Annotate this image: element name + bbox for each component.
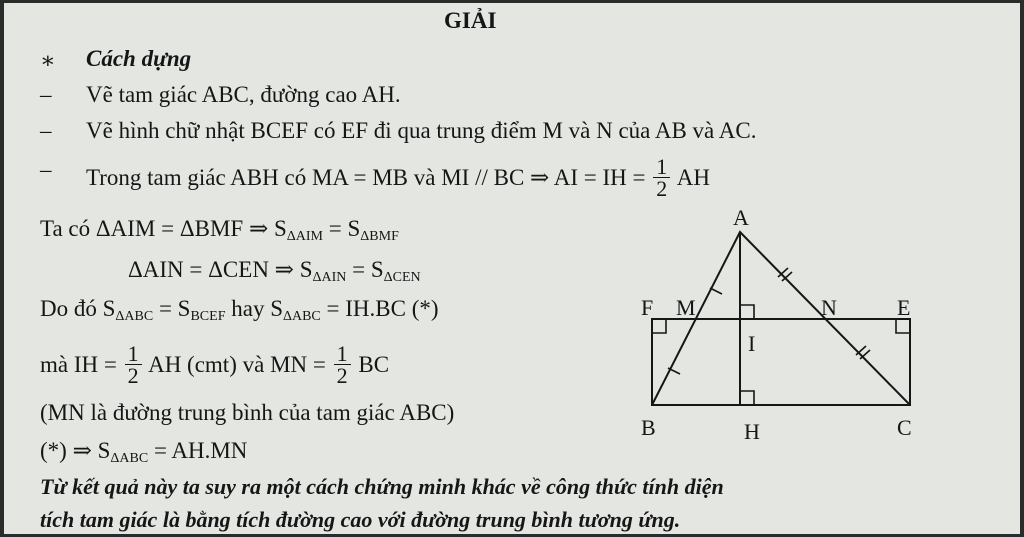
label-h: H: [744, 419, 760, 444]
right-angle-h: [740, 391, 754, 405]
proof-line-2: ΔAIN = ΔCEN ⇒ SΔAIN = SΔCEN: [128, 257, 421, 285]
label-f: F: [641, 295, 654, 320]
step-3-text: Trong tam giác ABH có MA = MB và MI // BC ⇒ AI = IH =: [86, 164, 646, 190]
right-angle-e: [896, 319, 910, 333]
page: [4, 3, 1020, 534]
label-m: M: [676, 295, 696, 320]
geometry-figure: [4, 3, 1020, 534]
solution-title: GIẢI: [444, 8, 497, 33]
step-3-suffix: AH: [676, 164, 710, 190]
proof-line-3: Do đó SΔABC = SBCEF hay SΔABC = IH.BC (*): [40, 296, 439, 324]
label-n: N: [821, 295, 837, 320]
dash-3: –: [40, 157, 52, 182]
fraction-one-half: $\frac{1}{2}$: [125, 343, 142, 386]
dash-1: –: [40, 82, 52, 107]
conclusion-line-1: Từ kết quả này ta suy ra một cách chứng minh khác về công thức tính diện: [40, 474, 724, 499]
rectangle-bcef: [652, 319, 910, 405]
fraction-one-half: $\frac{1}{2}$: [653, 156, 670, 199]
conclusion-line-2: tích tam giác là bằng tích đường cao với đường trung bình tương ứng.: [40, 507, 681, 532]
proof-line-4: mà IH = $\frac{1}{2}$ AH (cmt) và MN = $\frac{1}{2}$ BC: [40, 341, 390, 388]
construction-step-2: Vẽ hình chữ nhật BCEF có EF đi qua trung điểm M và N của AB và AC.: [86, 118, 757, 143]
construction-heading: Cách dựng: [86, 46, 192, 71]
proof-line-5: (MN là đường trung bình của tam giác ABC): [40, 400, 455, 425]
proof-line-6: (*) ⇒ SΔABC = AH.MN: [40, 438, 248, 466]
proof-line-1: Ta có ΔAIM = ΔBMF ⇒ SΔAIM = SΔBMF: [40, 216, 399, 244]
tick-am: [710, 288, 722, 294]
label-b: B: [641, 415, 656, 440]
right-angle-i: [740, 305, 754, 319]
label-c: C: [897, 415, 912, 440]
label-i: I: [748, 331, 756, 356]
bullet: ∗: [40, 48, 56, 73]
label-a: A: [733, 205, 749, 230]
construction-step-1: Vẽ tam giác ABC, đường cao AH.: [86, 82, 401, 107]
fraction-one-half: $\frac{1}{2}$: [334, 343, 351, 386]
label-e: E: [897, 295, 911, 320]
dash-2: –: [40, 118, 52, 143]
right-angle-f: [652, 319, 666, 333]
